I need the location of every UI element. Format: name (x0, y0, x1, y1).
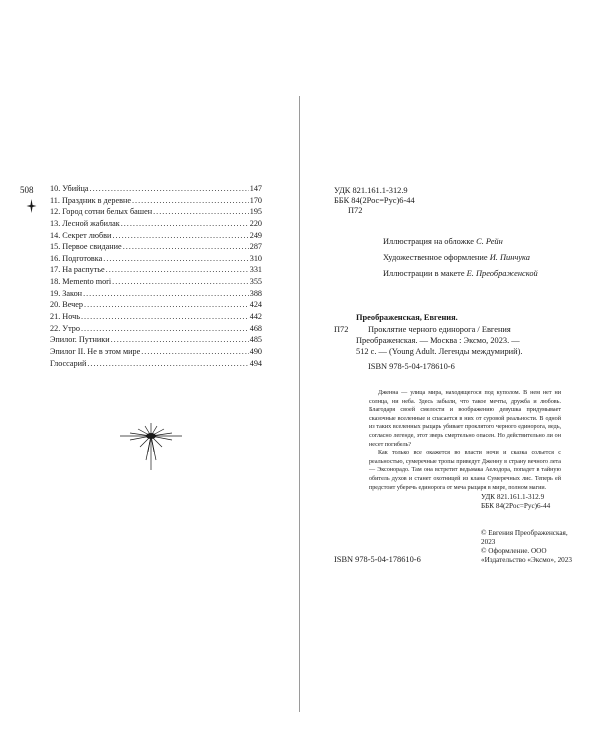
credit-cover-label: Иллюстрация на обложке (383, 237, 475, 246)
toc-leader-dots (111, 334, 249, 346)
toc-entry (50, 346, 262, 358)
toc-page-number: 424 (249, 300, 262, 310)
toc-page-number: 355 (249, 277, 262, 287)
toc-entry (50, 253, 262, 265)
credit-cover-name: С. Рейн (476, 237, 503, 246)
toc-entry (50, 299, 262, 311)
author-heading: Преображенская, Евгения. (356, 313, 458, 322)
toc-title: 16. Подготовка (50, 253, 103, 263)
toc-page-number: 490 (249, 346, 262, 356)
toc-page-number: 147 (249, 184, 262, 193)
annotation-paragraph-1: Дженна — улица мира, находящегося под куполом. В нем нет ни солнца, ни неба. Здесь забыли, что такое мечты, дружба и любовь. Благодаря своей смелости и воображению девушка придумывает сказочные вселенные и спасается в них от суровой реальности. В одной из таких вселенных рыцарь убивает проклятого черного единорога, ведь, согласно легенде, этот зверь смертельно опасен. Но действительно ли он несет погибель? (369, 390, 561, 448)
page-number: 508 (20, 185, 34, 195)
toc-leader-dots (83, 288, 249, 300)
toc-title: 19. Закон (50, 288, 83, 298)
toc-entry (50, 230, 262, 242)
toc-leader-dots (106, 264, 249, 276)
bib-line-3: 512 с. — (Young Adult. Легенды междумирий). (356, 347, 523, 356)
udk-code: УДК 821.161.1-312.9 (334, 186, 408, 195)
udk-small: УДК 821.161.1-312.9 (481, 493, 545, 501)
toc-entry (50, 195, 262, 207)
toc-page-number: 442 (249, 312, 262, 322)
credit-design (383, 253, 530, 263)
toc-title: 22. Утро (50, 323, 80, 333)
toc-page-number: 195 (249, 207, 262, 217)
sun-ornament-icon (118, 422, 184, 472)
toc-leader-dots (112, 230, 248, 242)
toc-leader-dots (123, 241, 249, 253)
toc-title: 17. На распутье (50, 265, 105, 275)
toc-entry (50, 288, 262, 300)
bbk-small: ББК 84(2Рос=Рус)6-44 (481, 502, 551, 510)
right-page (300, 0, 600, 750)
toc-title: 21. Ночь (50, 312, 80, 322)
copyright-publisher: «Издательство «Эксмо», 2023 (481, 556, 572, 564)
bib-line-1: Проклятие черного единорога / Евгения (368, 325, 511, 334)
toc-leader-dots (132, 195, 249, 207)
toc-title: 15. Первое свидание (50, 242, 122, 252)
copyright-author: © Евгения Преображенская, (481, 529, 568, 537)
toc-entry (50, 358, 262, 370)
toc-entry (50, 276, 262, 288)
toc-title: 14. Секрет любви (50, 230, 112, 240)
bbk-code: ББК 84(2Рос=Рус)6-44 (334, 196, 415, 205)
toc-entry (50, 206, 262, 218)
isbn-bottom: ISBN 978-5-04-178610-6 (334, 555, 421, 564)
author-mark: П72 (348, 206, 363, 215)
toc-title: 18. Memento mori (50, 277, 112, 287)
toc-leader-dots (81, 311, 249, 323)
toc-entry (50, 311, 262, 323)
toc-page-number: 388 (249, 288, 262, 298)
toc-leader-dots (121, 218, 249, 230)
toc-leader-dots (141, 346, 248, 358)
left-page (0, 0, 299, 750)
toc-title: Эпилог II. Не в этом мире (50, 346, 141, 356)
toc-page-number: 331 (249, 265, 262, 275)
toc-leader-dots (81, 323, 249, 335)
toc-page-number: 287 (249, 242, 262, 252)
credit-layout (383, 269, 538, 279)
toc-page-number: 494 (249, 358, 262, 368)
toc-page-number: 310 (249, 253, 262, 263)
credit-cover (383, 237, 503, 247)
bib-code: П72 (334, 325, 349, 334)
table-of-contents (50, 183, 262, 369)
toc-entry (50, 218, 262, 230)
toc-title: 13. Лесной жабилак (50, 218, 120, 228)
toc-title: 12. Город сотни белых башен (50, 207, 153, 217)
toc-title: Эпилог. Путники (50, 335, 110, 345)
credit-design-name: И. Пинчука (489, 253, 530, 262)
isbn-main: ISBN 978-5-04-178610-6 (368, 362, 455, 371)
toc-entry (50, 183, 262, 195)
toc-entry (50, 323, 262, 335)
toc-leader-dots (87, 358, 248, 370)
copyright-author-year: 2023 (481, 538, 496, 546)
star-ornament-icon (26, 199, 37, 213)
toc-entry (50, 241, 262, 253)
toc-page-number: 468 (249, 323, 262, 333)
toc-leader-dots (153, 206, 249, 218)
toc-leader-dots (103, 253, 248, 265)
credit-layout-label: Иллюстрации в макете (383, 269, 465, 278)
toc-title: Глоссарий (50, 358, 87, 368)
toc-page-number: 249 (249, 230, 262, 240)
annotation (369, 389, 561, 492)
toc-entry (50, 264, 262, 276)
copyright-design: © Оформление. ООО (481, 547, 547, 555)
toc-title: 11. Праздник в деревне (50, 195, 131, 205)
toc-page-number: 220 (249, 218, 262, 228)
toc-entry (50, 334, 262, 346)
toc-title: 10. Убийца (50, 184, 89, 193)
annotation-paragraph-2: Как только все окажется во власти ночи и сказка сольется с реальностью, сумеречные тропы приведут Дженну в страну вечного лета — Эксонорадо. Там она встретит ведьмака Аелодора, попадет в тайную обитель духов и станет охотницей из клана Сумеречных лис. Теперь ей предстоит уберечь единорога от меча рыцаря в мире, полном магии. (369, 450, 561, 491)
toc-leader-dots (112, 276, 249, 288)
toc-title: 20. Вечер (50, 300, 84, 310)
toc-page-number: 485 (249, 335, 262, 345)
credit-design-label: Художественное оформление (383, 253, 488, 262)
toc-page-number: 170 (249, 195, 262, 205)
toc-leader-dots (84, 299, 249, 311)
toc-leader-dots (90, 183, 249, 195)
credit-layout-name: Е. Преображенской (466, 269, 538, 278)
bib-line-2: Преображенская. — Москва : Эксмо, 2023. — (356, 336, 520, 345)
